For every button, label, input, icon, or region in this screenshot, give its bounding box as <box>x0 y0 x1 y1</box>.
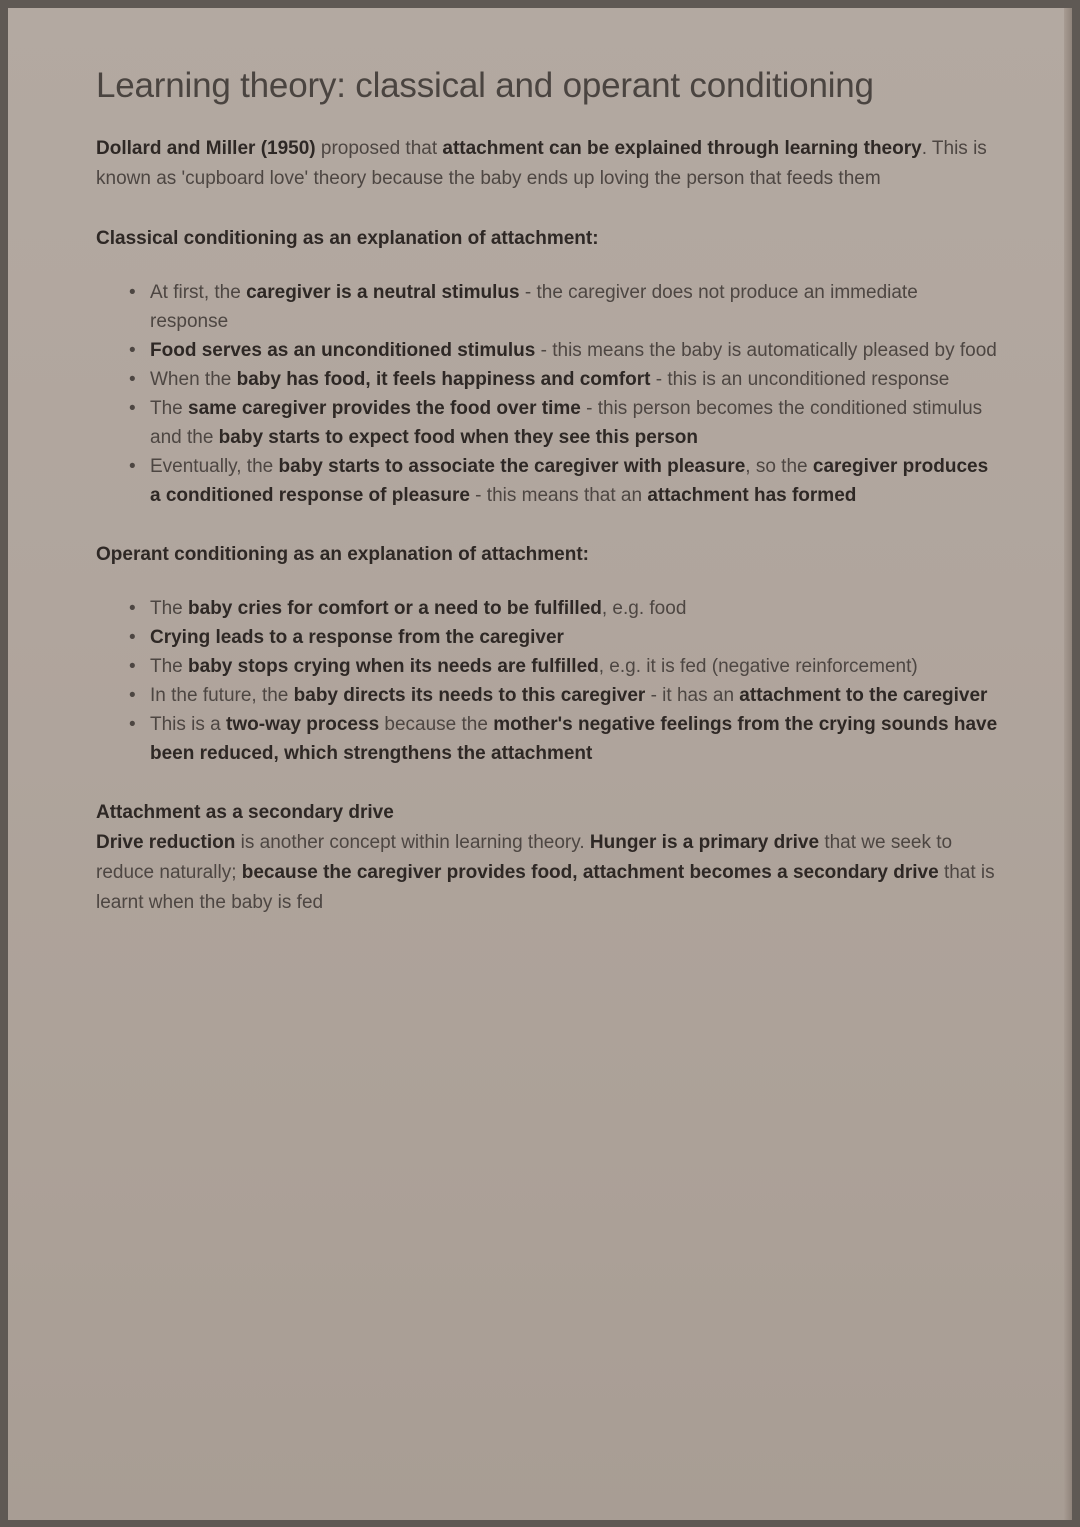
list-item: • The baby cries for comfort or a need to be fulfilled, e.g. food <box>150 594 1001 623</box>
paper-sheet <box>8 8 1072 1520</box>
paper-edge <box>1064 8 1072 1520</box>
classical-list <box>96 278 1001 510</box>
list-item: • At first, the caregiver is a neutral stimulus - the caregiver does not produce an immediate response <box>150 278 1001 336</box>
document-content <box>96 66 1001 918</box>
intro-text-1: proposed that <box>315 138 443 159</box>
list-item: • The same caregiver provides the food over time - this person becomes the conditioned stimulus and the baby starts to expect food when they see this person <box>150 394 1001 452</box>
drive-heading: Attachment as a secondary drive <box>96 802 394 823</box>
operant-list <box>96 594 1001 768</box>
operant-heading: Operant conditioning as an explanation of attachment: <box>96 544 589 565</box>
classical-heading: Classical conditioning as an explanation of attachment: <box>96 228 599 249</box>
intro-paragraph <box>96 134 1001 194</box>
list-item: • When the baby has food, it feels happiness and comfort - this is an unconditioned response <box>150 365 1001 394</box>
page-title: Learning theory: classical and operant conditioning <box>96 66 874 105</box>
list-item: • This is a two-way process because the mother's negative feelings from the crying sounds have been reduced, which strengthens the attachment <box>150 710 1001 768</box>
list-item: • The baby stops crying when its needs are fulfilled, e.g. it is fed (negative reinforcement) <box>150 652 1001 681</box>
list-item: • Food serves as an unconditioned stimulus - this means the baby is automatically pleased by food <box>150 336 1001 365</box>
intro-text-2: . This is known as 'cupboard love' theory because the baby ends up loving the person that feeds them <box>96 138 987 189</box>
drive-paragraph: Drive reduction is another concept within learning theory. Hunger is a primary drive that we seek to reduce naturally; because the caregiver provides food, attachment becomes a secondary drive that is learnt when the baby is fed <box>96 832 995 913</box>
intro-authors: Dollard and Miller (1950) <box>96 138 316 159</box>
intro-claim: attachment can be explained through learning theory <box>442 138 922 159</box>
list-item: • Crying leads to a response from the caregiver <box>150 623 1001 652</box>
list-item: • Eventually, the baby starts to associate the caregiver with pleasure, so the caregiver produces a conditioned response of pleasure - this means that an attachment has formed <box>150 452 1001 510</box>
list-item: • In the future, the baby directs its needs to this caregiver - it has an attachment to the caregiver <box>150 681 1001 710</box>
